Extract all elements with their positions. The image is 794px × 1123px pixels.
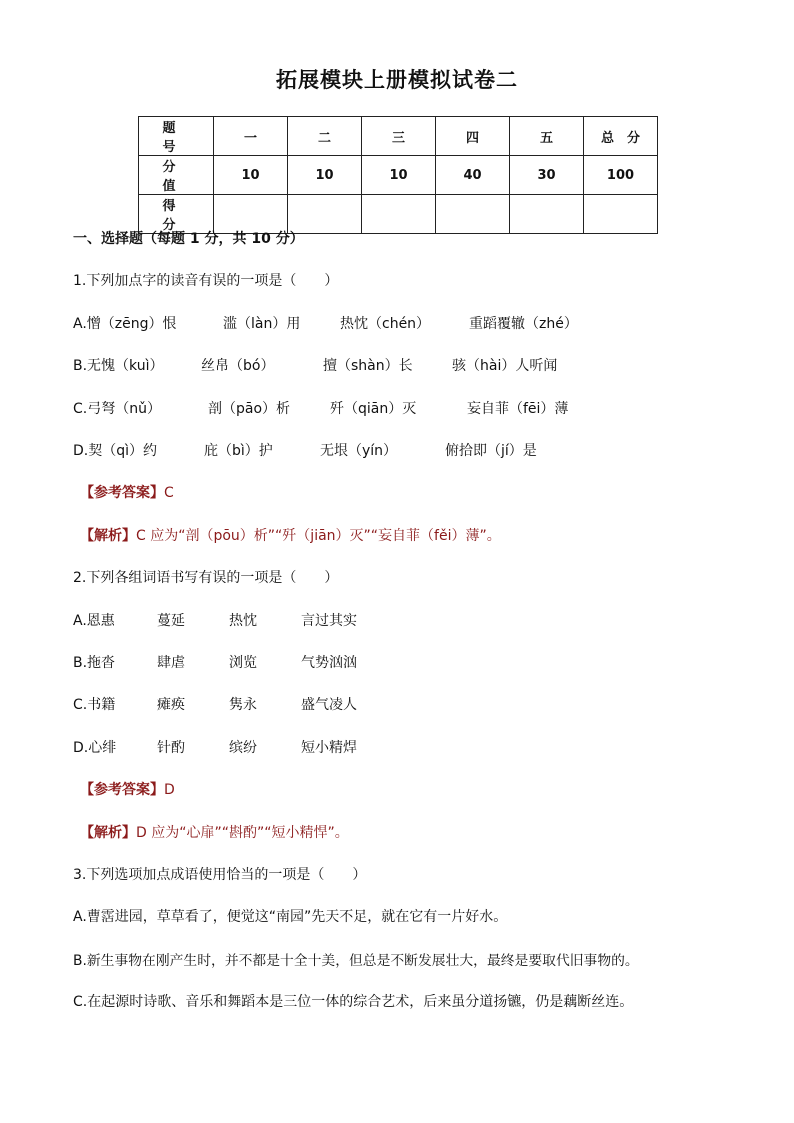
- question-stem: 1.下列加点字的读音有误的一项是（ ）: [73, 273, 339, 289]
- option-c: C.在起源时诗歌、音乐和舞蹈本是三位一体的综合艺术，后来虽分道扬镳，仍是藕断丝连。: [73, 994, 634, 1010]
- page-title: 拓展模块上册模拟试卷二: [276, 68, 518, 92]
- table-cell: 10: [214, 156, 288, 195]
- analysis: 【解析】D 应为“心扉”“斟酌”“短小精悍”。: [80, 825, 349, 841]
- option-b: B.拖沓 肆虐 浏览 气势汹汹: [73, 655, 357, 671]
- option-a: A.恩惠 蔓延 热忱 言过其实: [73, 613, 357, 629]
- row-header: 得 分: [139, 195, 214, 234]
- row-header: 分 值: [139, 156, 214, 195]
- score-table: [138, 116, 658, 234]
- question-stem: 3.下列选项加点成语使用恰当的一项是（ ）: [73, 867, 367, 883]
- option-d: D.契（qì）约 庇（bì）护 无垠（yín） 俯拾即（jí）是: [73, 443, 537, 459]
- table-cell: 五: [510, 117, 584, 156]
- score-input-cell: [436, 195, 510, 234]
- table-row: [139, 117, 658, 156]
- score-input-cell: [510, 195, 584, 234]
- option-b: B.新生事物在刚产生时，并不都是十全十美，但总是不断发展壮大，最终是要取代旧事物的。: [73, 953, 639, 969]
- option-c: C.书籍 瘫痪 隽永 盛气凌人: [73, 697, 357, 713]
- row-header: 题 号: [139, 117, 214, 156]
- table-cell: 二: [288, 117, 362, 156]
- table-row: [139, 156, 658, 195]
- question-stem: 2.下列各组词语书写有误的一项是（ ）: [73, 570, 339, 586]
- table-cell: 100: [584, 156, 658, 195]
- table-cell: 10: [288, 156, 362, 195]
- reference-answer: 【参考答案】C: [80, 485, 174, 501]
- table-cell: 三: [362, 117, 436, 156]
- score-input-cell: [362, 195, 436, 234]
- section-heading: 一、选择题（每题 1 分，共 10 分）: [73, 231, 304, 247]
- table-cell: 一: [214, 117, 288, 156]
- table-cell: 40: [436, 156, 510, 195]
- table-cell: 总 分: [584, 117, 658, 156]
- table-cell: 30: [510, 156, 584, 195]
- analysis: 【解析】C 应为“剖（pōu）析”“歼（jiān）灭”“妄自菲（fěi）薄”。: [80, 528, 501, 544]
- option-d: D.心绯 针酌 缤纷 短小精焊: [73, 740, 357, 756]
- option-a: A.憎（zēng）恨 滥（làn）用 热忱（chén） 重蹈覆辙（zhé）: [73, 316, 578, 332]
- score-input-cell: [584, 195, 658, 234]
- option-a: A.曹霑进园，草草看了，便觉这“南园”先天不足，就在它有一片好水。: [73, 909, 508, 925]
- reference-answer: 【参考答案】D: [80, 782, 175, 798]
- option-b: B.无愧（kuì） 丝帛（bó） 擅（shàn）长 骇（hài）人听闻: [73, 358, 558, 374]
- option-c: C.弓弩（nǔ） 剖（pāo）析 歼（qiān）灭 妄自菲（fēi）薄: [73, 401, 569, 417]
- table-cell: 10: [362, 156, 436, 195]
- table-cell: 四: [436, 117, 510, 156]
